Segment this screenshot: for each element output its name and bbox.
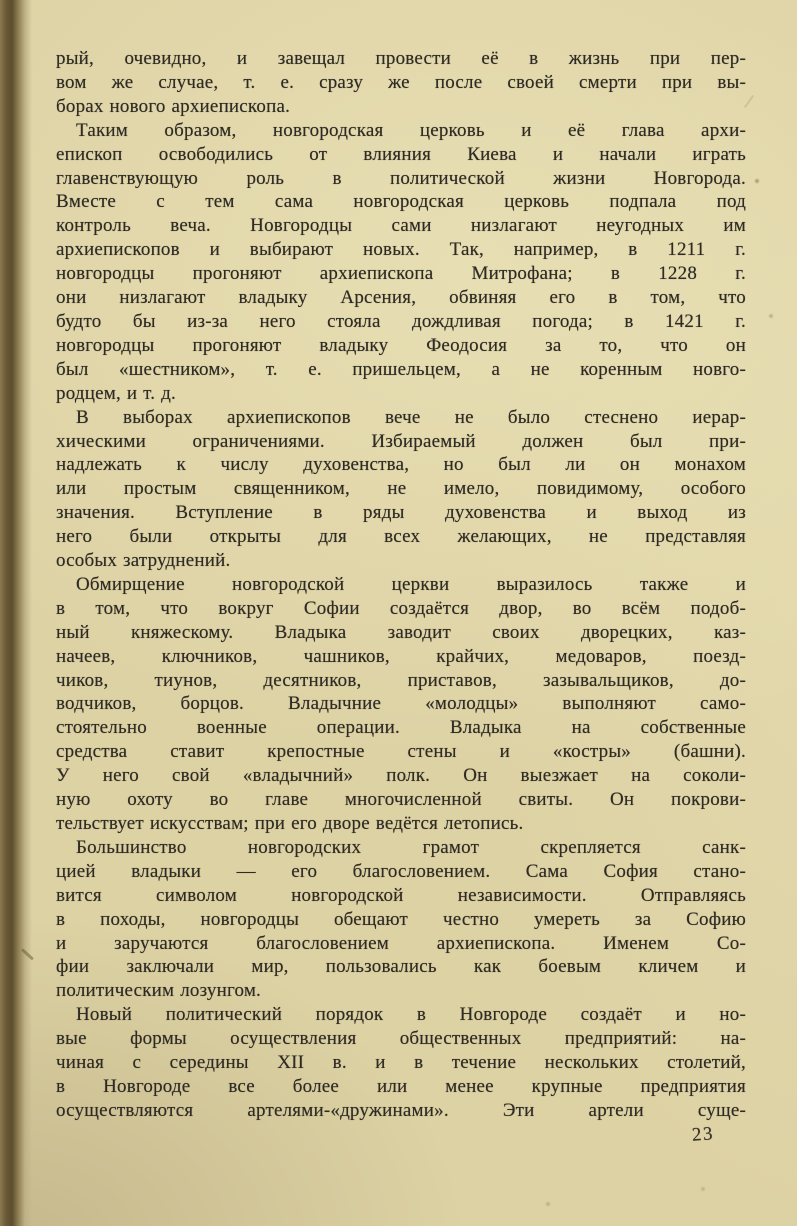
text-line: особых затруднений.	[56, 550, 231, 572]
text-line: борах нового архиепископа.	[56, 95, 291, 117]
text-line: Таким образом, новгородская церковь и её глава архи-	[76, 119, 746, 141]
text-line: в том, что вокруг Софии создаётся двор, во всём подоб-	[56, 597, 746, 619]
text-line: политическим лозунгом.	[56, 980, 261, 1002]
text-line: главенствующую роль в политической жизни Новгорода.	[56, 167, 746, 189]
text-line: вом же случае, т. е. сразу же после своей смерти при вы-	[56, 71, 746, 93]
text-line: ный княжескому. Владыка заводит своих дворецких, каз-	[56, 621, 746, 643]
text-line: цией владыки — его благословением. Сама София стано-	[56, 860, 746, 882]
text-line: или простым священником, не имело, повидимому, особого	[56, 478, 746, 500]
text-line: водчиков, борцов. Владычние «молодцы» выполняют само-	[56, 693, 746, 715]
text-line: новгородцы прогоняют владыку Феодосия за то, что он	[56, 334, 746, 356]
text-line: чиная с середины XII в. и в течение нескольких столетий,	[56, 1052, 746, 1074]
text-line: надлежать к числу духовенства, но был ли он монахом	[56, 454, 746, 476]
text-line: будто бы из-за него стояла дождливая погода; в 1421 г.	[56, 310, 746, 332]
text-line: контроль веча. Новгородцы сами низлагают неугодных им	[56, 215, 746, 237]
text-line: У него свой «владычний» полк. Он выезжает на соколи-	[56, 765, 746, 787]
text-line: в Новгороде все более или менее крупные предприятия	[56, 1075, 746, 1097]
text-line: хическими ограничениями. Избираемый должен был при-	[56, 430, 746, 452]
text-line: фии заключали мир, пользовались как боевым кличем и	[56, 956, 746, 978]
text-line: в походы, новгородцы обещают честно умереть за Софию	[56, 908, 746, 930]
text-line: Обмирщение новгородской церкви выразилось также и	[76, 573, 746, 595]
text-line: епископ освободились от влияния Киева и начали играть	[56, 143, 746, 165]
text-line: тельствует искусствам; при его дворе ведётся летопись.	[56, 813, 524, 834]
text-line: Вместе с тем сама новгородская церковь подпала под	[56, 191, 746, 213]
text-line: рый, очевидно, и завещал провести её в жизнь при пер-	[56, 48, 746, 69]
text-line: него были открыты для всех желающих, не представляя	[56, 526, 746, 548]
text-block	[56, 47, 746, 1123]
text-line: начеев, ключников, чашников, крайчих, медоваров, поезд-	[56, 645, 746, 667]
text-line: новгородцы прогоняют архиепископа Митрофана; в 1228 г.	[56, 263, 746, 285]
text-line: чиков, тиунов, десятников, приставов, зазывальщиков, до-	[56, 669, 746, 691]
text-line: стоятельно военные операции. Владыка на собственные	[56, 717, 746, 739]
text-line: архиепископов и выбирают новых. Так, например, в 1211 г.	[56, 239, 746, 261]
text-line: они низлагают владыку Арсения, обвиняя его в том, что	[56, 287, 746, 309]
text-line: средства ставит крепостные стены и «костры» (башни).	[56, 741, 746, 763]
text-line: и заручаются благословением архиепископа. Именем Со-	[56, 932, 746, 954]
text-line: Новый политический порядок в Новгороде создаёт и но-	[76, 1004, 746, 1026]
binding-edge	[0, 0, 32, 1226]
text-line: вится символом новгородской независимости. Отправляясь	[56, 884, 746, 906]
text-line: осуществляются артелями-«дружинами». Эти артели суще-	[56, 1099, 746, 1121]
text-line: был «шестником», т. е. пришельцем, а не коренным новго-	[56, 358, 746, 380]
page-number: 23	[691, 1123, 715, 1146]
text-line: вые формы осуществления общественных предприятий: на-	[56, 1028, 746, 1050]
text-line: ную охоту во главе многочисленной свиты. Он покрови-	[56, 789, 746, 811]
text-line: родцем, и т. д.	[56, 382, 176, 404]
text-line: Большинство новгородских грамот скрепляется санк-	[76, 836, 746, 858]
text-line: значения. Вступление в ряды духовенства и выход из	[56, 502, 746, 524]
text-line: В выборах архиепископов вече не было стеснено иерар-	[76, 406, 746, 428]
